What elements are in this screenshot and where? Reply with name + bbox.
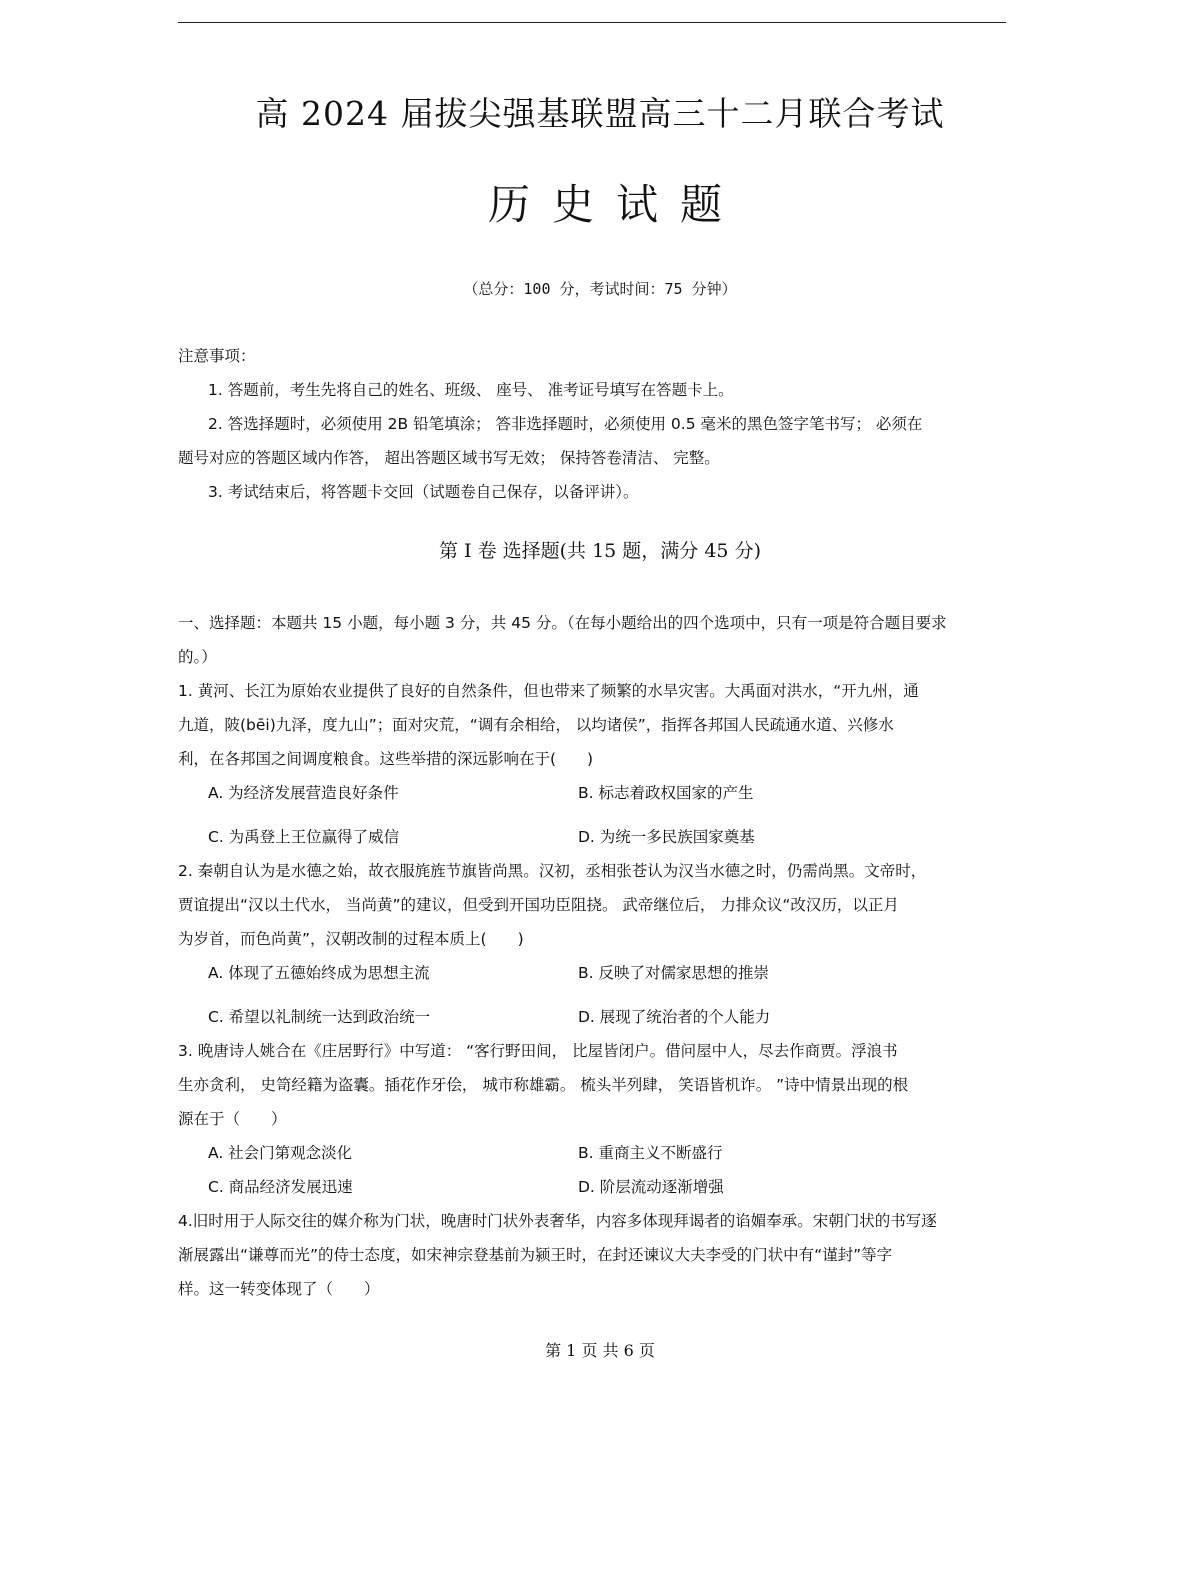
option-c: C. 希望以礼制统一达到政治统一 xyxy=(208,1008,431,1026)
option-row xyxy=(178,956,1006,990)
question-text-line: 3. 晚唐诗人姚合在《庄居野行》中写道： “客行野田间， 比屋皆闭户。借问屋中人，尽去作商贾。浮浪书 xyxy=(178,1042,898,1060)
option-row xyxy=(178,1136,1006,1170)
option-a: A. 为经济发展营造良好条件 xyxy=(208,784,399,802)
question-text-line: 利，在各邦国之间调度粮食。这些举措的深远影响在于( ) xyxy=(178,750,594,768)
question-list xyxy=(178,606,1006,1306)
question-text-line: 4.旧时用于人际交往的媒介称为门状，晚唐时门状外表奢华，内容多体现拜谒者的谄媚奉承。宋朝门状的书写逐 xyxy=(178,1212,937,1230)
top-rule xyxy=(178,22,1006,23)
option-a: A. 体现了五德始终成为思想主流 xyxy=(208,964,430,982)
option-d: D. 为统一多民族国家奠基 xyxy=(578,828,755,846)
option-d: D. 阶层流动逐渐增强 xyxy=(578,1178,724,1196)
option-row xyxy=(178,776,1006,810)
instructions-line: 一、选择题：本题共 15 小题，每小题 3 分，共 45 分。（在每小题给出的四个选项中，只有一项是符合题目要求 xyxy=(178,614,947,632)
option-b: B. 标志着政权国家的产生 xyxy=(578,784,754,802)
notice-item-1: 1. 答题前，考生先将自己的姓名、班级、 座号、 准考证号填写在答题卡上。 xyxy=(208,381,734,399)
section-title: 第 I 卷 选择题(共 15 题，满分 45 分) xyxy=(439,540,761,562)
exam-title: 高 2024 届拔尖强基联盟高三十二月联合考试 xyxy=(255,94,945,133)
notice-item-2: 2. 答选择题时，必须使用 2B 铅笔填涂； 答非选择题时，必须使用 0.5 毫米的黑色签字笔书写； 必须在 xyxy=(208,415,923,433)
option-a: A. 社会门第观念淡化 xyxy=(208,1144,353,1162)
option-d: D. 展现了统治者的个人能力 xyxy=(578,1008,771,1026)
notice-item-2-cont: 题号对应的答题区域内作答， 超出答题区域书写无效； 保持答卷清洁、 完整。 xyxy=(178,449,720,467)
question-text-line: 渐展露出“谦尊而光”的侍士态度，如宋神宗登基前为颍王时，在封还谏议大夫李受的门状中有“谨封”等字 xyxy=(178,1246,893,1264)
exam-meta: （总分：100 分，考试时间：75 分钟） xyxy=(463,280,737,298)
option-b: B. 反映了对儒家思想的推崇 xyxy=(578,964,769,982)
question-text-line: 源在于（ ） xyxy=(178,1110,287,1128)
notice-item-3: 3. 考试结束后，将答题卡交回（试题卷自己保存，以备评讲）。 xyxy=(208,483,639,501)
option-row xyxy=(178,820,1006,854)
subject-title: 历史试题 xyxy=(487,180,744,229)
question-text-line: 贾谊提出“汉以土代水， 当尚黄”的建议，但受到开国功臣阻挠。 武帝继位后， 力排众议“改汉历，以正月 xyxy=(178,896,899,914)
question-2 xyxy=(178,854,1006,1034)
question-text-line: 为岁首，而色尚黄”，汉朝改制的过程本质上( ) xyxy=(178,930,524,948)
question-4 xyxy=(178,1204,1006,1306)
question-text-line: 生亦贪利， 史笥经籍为盗囊。插花作牙侩， 城市称雄霸。 梳头半列肆， 笑语皆机诈。 ”诗中情景出现的根 xyxy=(178,1076,909,1094)
question-3 xyxy=(178,1034,1006,1204)
notice-section xyxy=(178,339,1006,509)
option-c: C. 为禹登上王位赢得了威信 xyxy=(208,828,400,846)
instructions-line: 的。） xyxy=(178,648,217,666)
option-c: C. 商品经济发展迅速 xyxy=(208,1178,353,1196)
option-row xyxy=(178,1000,1006,1034)
notice-heading: 注意事项： xyxy=(178,347,256,365)
option-b: B. 重商主义不断盛行 xyxy=(578,1144,723,1162)
question-1 xyxy=(178,674,1006,854)
question-text-line: 1. 黄河、长江为原始农业提供了良好的自然条件，但也带来了频繁的水旱灾害。大禹面对洪水，“开九州，通 xyxy=(178,682,919,700)
option-row xyxy=(178,1170,1006,1204)
question-text-line: 样。这一转变体现了（ ） xyxy=(178,1280,380,1298)
question-text-line: 九道，陂(bēi)九泽，度九山”；面对灾荒，“调有余相给， 以均诸侯”，指挥各邦国人民疏通水道、兴修水 xyxy=(178,716,894,734)
question-text-line: 2. 秦朝自认为是水德之始，故衣服旄旌节旗皆尚黑。汉初，丞相张苍认为汉当水德之时，仍需尚黑。文帝时， xyxy=(178,862,927,880)
page-footer: 第 1 页 共 6 页 xyxy=(545,1341,655,1360)
